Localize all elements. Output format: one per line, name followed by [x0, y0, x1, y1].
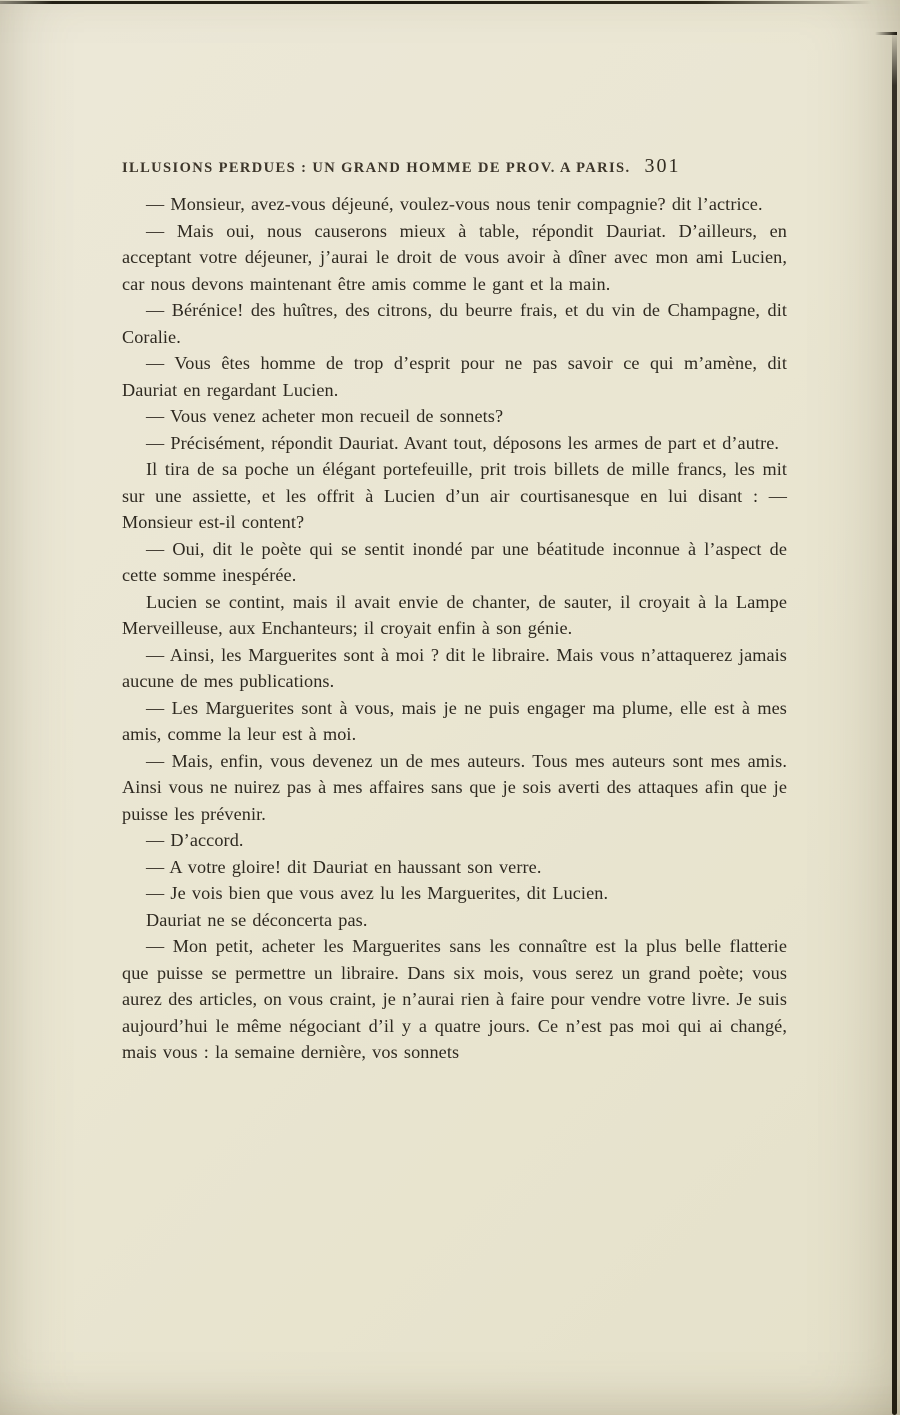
paragraph: — Mon petit, acheter les Marguerites sans les connaître est la plus belle flatterie que puisse se permettre un libraire. Dans six mois, vous serez un grand poète; vous aurez des articles, on vous craint, je n’aurai rien à faire pour vendre votre livre. Je suis aujourd’hui le même négociant d’il y a quatre jours. Ce n’est pas moi qui ai changé, mais vous : la semaine dernière, vos sonnets: [122, 936, 787, 1062]
running-title: ILLUSIONS PERDUES : UN GRAND HOMME DE PROV. A PARIS.: [122, 160, 631, 176]
page-content: [122, 155, 787, 1066]
page-number: 301: [644, 155, 681, 177]
running-header: [122, 155, 787, 178]
scan-edge-top: [0, 1, 872, 4]
paragraph: — Bérénice! des huîtres, des citrons, du beurre frais, et du vin de Champagne, dit Coralie.: [122, 300, 787, 347]
paragraph: — Oui, dit le poète qui se sentit inondé par une béatitude inconnue à l’aspect de cette somme inespérée.: [122, 538, 787, 585]
paragraph: — Mais, enfin, vous devenez un de mes auteurs. Tous mes auteurs sont mes amis. Ainsi vous ne nuirez pas à mes affaires sans que je sois averti des attaques afin que je puisse les prévenir.: [122, 750, 787, 824]
paragraph: — Ainsi, les Marguerites sont à moi ? dit le libraire. Mais vous n’attaquerez jamais aucune de mes publications.: [122, 644, 787, 691]
paragraph: Il tira de sa poche un élégant portefeuille, prit trois billets de mille francs, les mit sur une assiette, et les offrit à Lucien d’un air courtisanesque en lui disant : — Monsieur est-il content?: [122, 459, 787, 532]
paragraph: — Monsieur, avez-vous déjeuné, voulez-vous nous tenir compagnie? dit l’actrice.: [146, 194, 763, 214]
paragraph: Lucien se contint, mais il avait envie de chanter, de sauter, il croyait à la Lampe Merveilleuse, aux Enchanteurs; il croyait enfin à son génie.: [122, 591, 787, 638]
paragraph: — Les Marguerites sont à vous, mais je ne puis engager ma plume, elle est à mes amis, comme la leur est à moi.: [122, 697, 787, 744]
paragraph: — Vous venez acheter mon recueil de sonnets?: [146, 406, 504, 426]
paragraph: — Je vois bien que vous avez lu les Marguerites, dit Lucien.: [146, 883, 609, 903]
paragraph: — Vous êtes homme de trop d’esprit pour ne pas savoir ce qui m’amène, dit Dauriat en regardant Lucien.: [122, 353, 787, 400]
scan-edge-corner: [875, 32, 897, 35]
paragraph: — D’accord.: [146, 830, 244, 850]
paragraph: — Précisément, répondit Dauriat. Avant tout, déposons les armes de part et d’autre.: [146, 432, 780, 453]
paragraph: — Mais oui, nous causerons mieux à table, répondit Dauriat. D’ailleurs, en acceptant votre déjeuner, j’aurai le droit de vous avoir à dîner avec mon ami Lucien, car nous devons maintenant être amis comme le gant et la main.: [122, 220, 787, 294]
page-body: [122, 191, 787, 1066]
paragraph: — A votre gloire! dit Dauriat en haussant son verre.: [146, 856, 542, 877]
scan-edge-right: [892, 30, 897, 1415]
paragraph: Dauriat ne se déconcerta pas.: [146, 909, 368, 930]
